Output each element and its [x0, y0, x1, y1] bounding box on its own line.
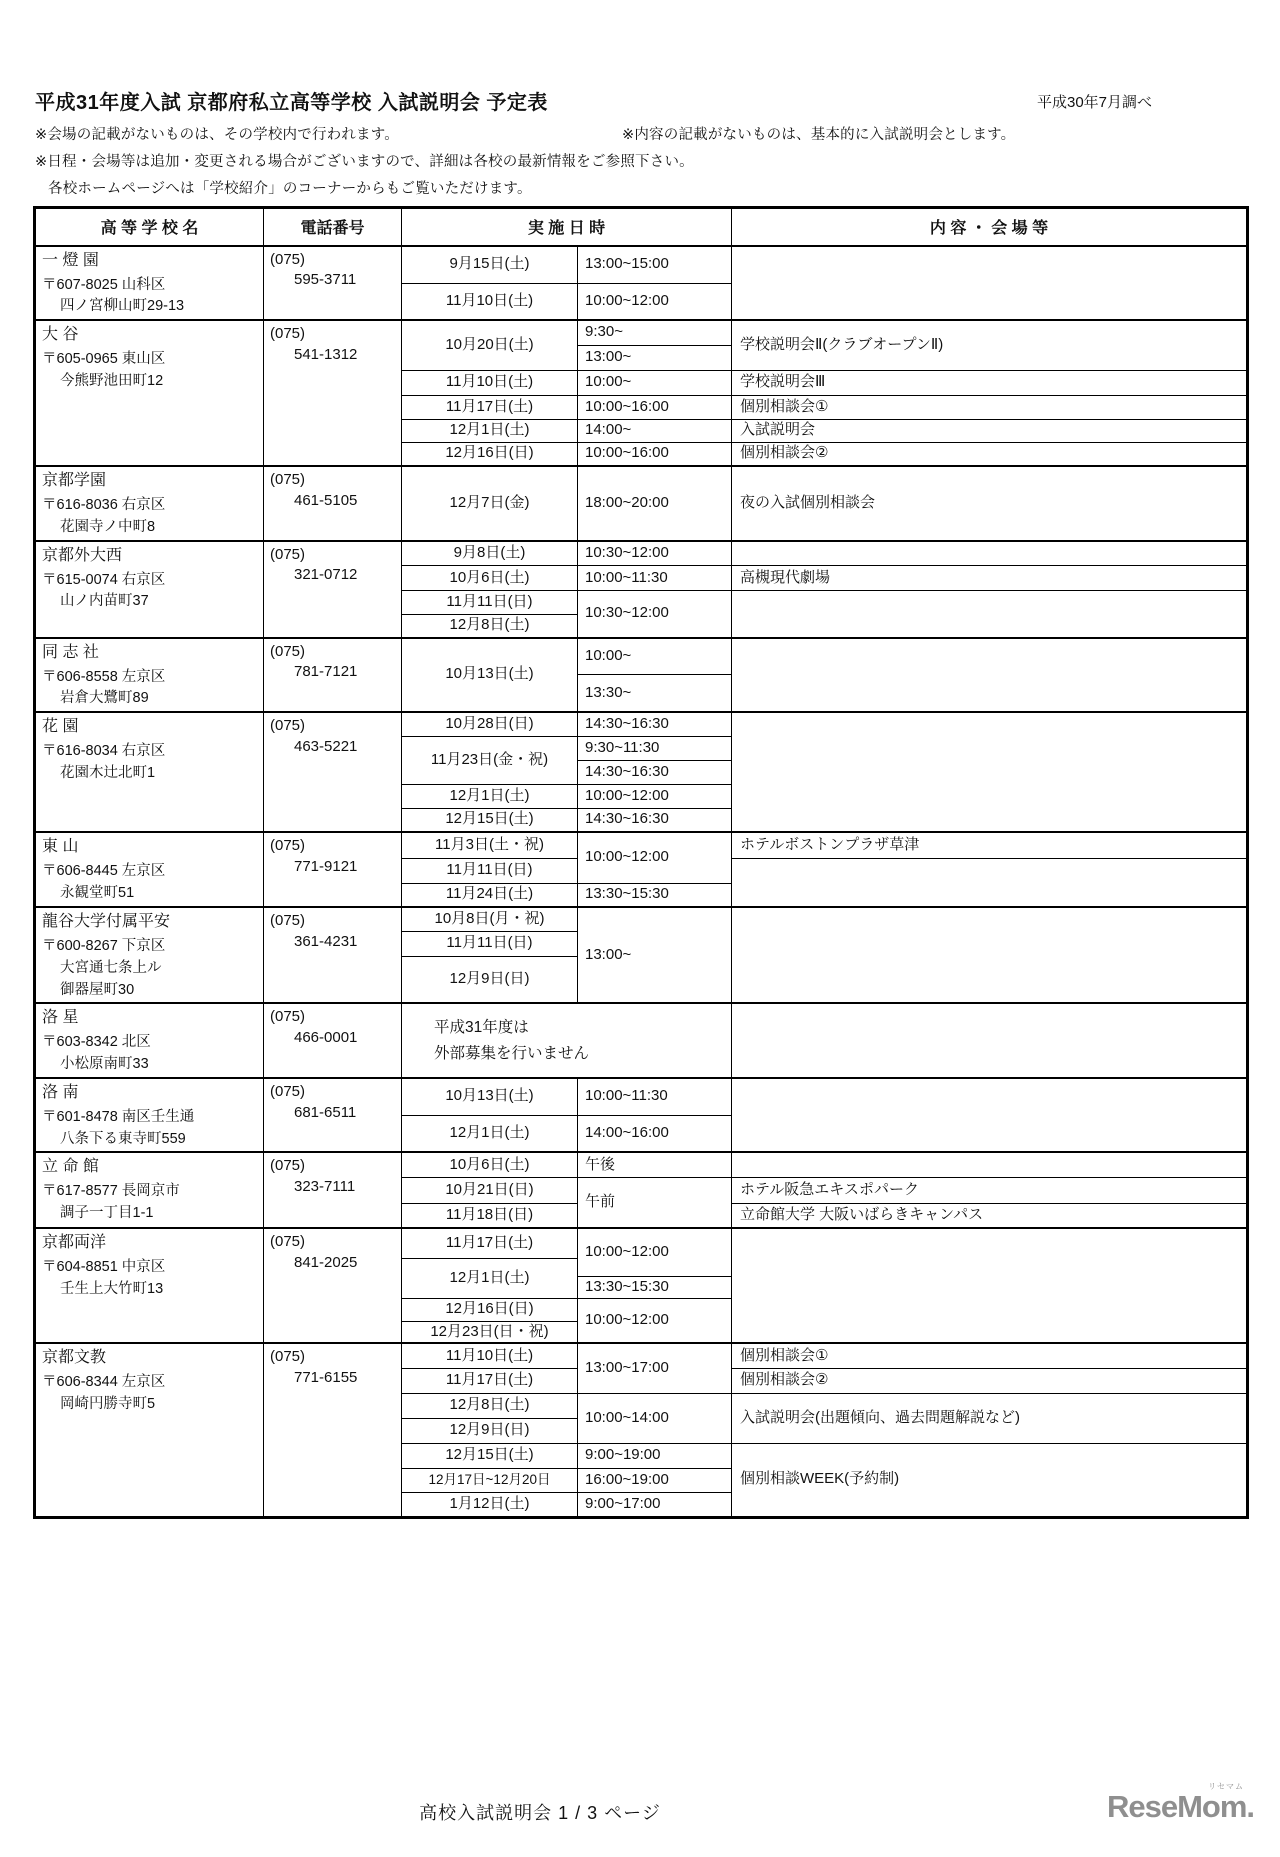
date-cell: 11月3日(土・祝) [402, 832, 578, 858]
time-cell: 午後 [578, 1152, 732, 1177]
time-cell: 10:00~12:00 [578, 283, 732, 320]
resemom-logo-text: ReseMom. [1106, 1789, 1254, 1824]
school-group-kyoto-gaidai-nishi [35, 541, 1248, 638]
survey-date: 平成30年7月調べ [1037, 94, 1153, 111]
content-cell: 学校説明会Ⅲ [732, 370, 1248, 395]
content-cell-empty [732, 1078, 1248, 1153]
content-cell-empty [732, 1152, 1248, 1177]
school-phone-cell [264, 907, 402, 1003]
school-name-cell [35, 320, 264, 466]
school-street-line: 大宮通七条上ル [60, 959, 162, 976]
date-cell: 9月8日(土) [402, 541, 578, 566]
time-cell: 10:00~11:30 [578, 566, 732, 591]
table-row [35, 320, 1248, 345]
school-name-cell [35, 1228, 264, 1343]
school-phone-cell [264, 638, 402, 713]
phone-number: 361-4231 [294, 932, 358, 950]
page-title: 平成31年度入試 京都府私立高等学校 入試説明会 予定表 [35, 92, 548, 114]
content-cell: 入試説明会 [732, 419, 1248, 442]
time-cell: 14:00~16:00 [578, 1115, 732, 1152]
date-cell: 11月17日(土) [402, 1228, 578, 1258]
school-group-kyoto-ryoyo [35, 1228, 1248, 1343]
time-cell: 13:30~15:30 [578, 883, 732, 907]
phone-area-code: (075) [270, 325, 306, 342]
school-name-cell [35, 1152, 264, 1228]
time-cell: 13:30~ [578, 675, 732, 712]
school-phone-cell [264, 712, 402, 832]
date-cell: 11月17日(土) [402, 395, 578, 419]
table-row [35, 1343, 1248, 1368]
school-phone-cell [264, 541, 402, 638]
school-name-cell [35, 246, 264, 321]
time-cell: 9:30~11:30 [578, 736, 732, 760]
content-cell: 個別相談会① [732, 395, 1248, 419]
content-cell: 個別相談会② [732, 1368, 1248, 1393]
date-cell: 12月8日(土) [402, 1393, 578, 1418]
date-cell: 12月9日(日) [402, 956, 578, 1003]
school-name: 洛 南 [42, 1083, 79, 1101]
school-street-line: 八条下る東寺町559 [60, 1130, 186, 1147]
school-name-cell [35, 466, 264, 541]
school-postal-line: 〒617-8577 長岡京市 [42, 1183, 180, 1200]
date-cell: 11月17日(土) [402, 1368, 578, 1393]
content-cell: 個別相談会② [732, 442, 1248, 466]
time-cell: 9:30~ [578, 320, 732, 345]
header-datetime: 実 施 日 時 [402, 208, 732, 246]
school-group-higashiyama [35, 832, 1248, 907]
school-street-line: 岡崎円勝寺町5 [60, 1396, 156, 1412]
date-cell: 11月11日(日) [402, 932, 578, 957]
time-cell: 10:00~12:00 [578, 1228, 732, 1276]
header-phone: 電話番号 [264, 208, 402, 246]
school-postal-line: 〒606-8344 左京区 [42, 1374, 166, 1391]
phone-area-code: (075) [270, 1157, 306, 1175]
phone-area-code: (075) [270, 717, 306, 734]
school-phone-cell [264, 246, 402, 321]
table-row [35, 1078, 1248, 1115]
date-cell: 9月15日(土) [402, 246, 578, 284]
school-group-ritsumeikan [35, 1152, 1248, 1228]
school-street-line: 山ノ内苗町37 [60, 593, 149, 610]
school-phone-cell [264, 1343, 402, 1517]
table-row [35, 246, 1248, 284]
phone-number: 595-3711 [294, 271, 357, 289]
date-cell: 12月8日(土) [402, 615, 578, 638]
date-cell: 10月6日(土) [402, 1152, 578, 1177]
school-name: 大 谷 [42, 326, 79, 343]
school-name-cell [35, 1003, 264, 1078]
school-group-rakunan [35, 1078, 1248, 1153]
content-cell: 個別相談会① [732, 1343, 1248, 1368]
date-cell: 10月20日(土) [402, 320, 578, 370]
school-phone-cell [264, 1152, 402, 1228]
school-postal-line: 〒600-8267 下京区 [42, 938, 166, 954]
school-group-kyoto-gakuen [35, 466, 1248, 541]
date-cell: 12月1日(土) [402, 784, 578, 808]
phone-number: 841-2025 [294, 1254, 358, 1271]
school-street-line: 花園木辻北町1 [60, 764, 156, 781]
content-cell-empty [732, 541, 1248, 566]
school-phone-cell [264, 832, 402, 907]
resemom-logo [1107, 1783, 1254, 1822]
school-phone-cell [264, 1078, 402, 1153]
time-cell: 13:00~ [578, 345, 732, 370]
time-cell: 16:00~19:00 [578, 1468, 732, 1492]
time-cell: 14:00~ [578, 419, 732, 442]
school-name-cell [35, 712, 264, 832]
time-cell: 10:30~12:00 [578, 541, 732, 566]
table-header-row [35, 208, 1248, 246]
time-cell: 14:30~16:30 [578, 808, 732, 832]
content-cell: ホテルボストンプラザ草津 [732, 832, 1248, 858]
note-schedule-change: ※日程・会場等は追加・変更される場合がございますので、詳細は各校の最新情報をご参照下さい。 [35, 154, 694, 170]
phone-area-code: (075) [270, 642, 306, 660]
phone-area-code: (075) [270, 250, 306, 268]
school-name: 京都文教 [42, 1349, 107, 1367]
school-group-otani [35, 320, 1248, 466]
school-name-cell [35, 541, 264, 638]
phone-number: 681-6511 [294, 1103, 357, 1121]
school-group-rakusei [35, 1003, 1248, 1078]
time-cell: 午前 [578, 1177, 732, 1228]
phone-number: 771-6155 [294, 1369, 358, 1386]
time-cell: 10:00~11:30 [578, 1078, 732, 1115]
school-name: 東 山 [42, 838, 79, 855]
table-row [35, 1152, 1248, 1177]
date-cell: 11月11日(日) [402, 591, 578, 615]
date-cell: 11月18日(日) [402, 1203, 578, 1228]
no-recruitment-notice [402, 1003, 732, 1078]
table-row [35, 1003, 1248, 1078]
time-cell: 10:00~14:00 [578, 1393, 732, 1443]
phone-number: 463-5221 [294, 737, 358, 755]
date-cell: 10月8日(月・祝) [402, 907, 578, 932]
school-name-cell [35, 1343, 264, 1517]
phone-area-code: (075) [270, 545, 306, 563]
school-phone-cell [264, 1228, 402, 1343]
time-cell: 10:00~12:00 [578, 832, 732, 883]
resemom-logo-ruby: リセマム [1208, 1782, 1244, 1791]
time-cell: 10:00~16:00 [578, 442, 732, 466]
school-name-cell [35, 907, 264, 1003]
time-cell: 9:00~17:00 [578, 1492, 732, 1517]
phone-number: 771-9121 [294, 857, 358, 875]
school-postal-line: 〒601-8478 南区壬生通 [42, 1108, 195, 1125]
time-cell: 13:30~15:30 [578, 1276, 732, 1298]
content-cell: 高槻現代劇場 [732, 566, 1248, 591]
table-row [35, 1228, 1248, 1258]
schedule-table [33, 206, 1249, 1519]
school-postal-line: 〒616-8034 右京区 [42, 743, 166, 759]
date-cell: 12月9日(日) [402, 1418, 578, 1443]
date-cell: 11月23日(金・祝) [402, 736, 578, 784]
phone-area-code: (075) [270, 1082, 306, 1100]
school-street-line: 壬生上大竹町13 [60, 1281, 164, 1297]
date-cell: 12月7日(金) [402, 466, 578, 541]
school-phone-cell [264, 466, 402, 541]
time-cell: 13:00~ [578, 907, 732, 1003]
table-row [35, 466, 1248, 541]
school-name: 洛 星 [42, 1009, 79, 1027]
time-cell: 10:00~ [578, 638, 732, 675]
time-cell: 13:00~17:00 [578, 1343, 732, 1393]
date-cell: 12月17日~12月20日 [402, 1468, 578, 1492]
table-row [35, 907, 1248, 932]
phone-area-code: (075) [270, 1008, 306, 1026]
phone-number: 323-7111 [294, 1178, 356, 1195]
date-cell: 11月10日(土) [402, 370, 578, 395]
date-cell: 11月24日(土) [402, 883, 578, 907]
school-name: 立 命 館 [42, 1158, 99, 1176]
content-cell-empty [732, 638, 1248, 713]
school-group-kyoto-bunkyo [35, 1343, 1248, 1517]
school-postal-line: 〒616-8036 右京区 [42, 497, 166, 513]
school-phone-cell [264, 1003, 402, 1078]
time-cell: 14:30~16:30 [578, 760, 732, 784]
notice-line1: 平成31年度は [434, 1018, 529, 1036]
content-cell-empty [732, 246, 1248, 321]
phone-number: 466-0001 [294, 1029, 358, 1046]
time-cell: 14:30~16:30 [578, 712, 732, 736]
date-cell: 12月1日(土) [402, 419, 578, 442]
phone-number: 541-1312 [294, 345, 358, 363]
date-cell: 12月15日(土) [402, 1443, 578, 1468]
table-row [35, 541, 1248, 566]
content-cell-empty [732, 1228, 1248, 1343]
header-content-venue: 内 容 ・ 会 場 等 [732, 208, 1248, 246]
content-cell-empty [732, 712, 1248, 832]
table-header [35, 208, 1248, 246]
date-cell: 10月6日(土) [402, 566, 578, 591]
school-street-line: 今熊野池田町12 [60, 372, 164, 389]
school-postal-line: 〒607-8025 山科区 [42, 276, 166, 293]
time-cell: 10:00~12:00 [578, 1298, 732, 1343]
school-name-cell [35, 832, 264, 907]
phone-area-code: (075) [270, 1233, 306, 1251]
date-cell: 1月12日(土) [402, 1492, 578, 1517]
school-postal-line: 〒605-0965 東山区 [42, 351, 166, 367]
school-name-cell [35, 638, 264, 713]
note-content: ※内容の記載がないものは、基本的に入試説明会とします。 [622, 127, 1016, 143]
school-street-line: 永観堂町51 [60, 884, 135, 901]
date-cell: 11月11日(日) [402, 858, 578, 883]
date-cell: 12月16日(日) [402, 1298, 578, 1321]
school-street-line: 四ノ宮柳山町29-13 [60, 298, 185, 315]
school-postal-line: 〒615-0074 右京区 [42, 571, 166, 588]
table-row [35, 832, 1248, 858]
school-postal-line: 〒603-8342 北区 [42, 1034, 151, 1051]
time-cell: 18:00~20:00 [578, 466, 732, 541]
phone-area-code: (075) [270, 471, 306, 488]
school-group-hanazono [35, 712, 1248, 832]
school-name: 同 志 社 [42, 643, 99, 661]
phone-number: 781-7121 [294, 663, 358, 681]
school-street-line: 調子一丁目1-1 [60, 1205, 154, 1221]
date-cell: 10月21日(日) [402, 1177, 578, 1203]
notice-line2: 外部募集を行いません [434, 1044, 590, 1062]
school-name: 花 園 [42, 718, 79, 735]
time-cell: 10:00~ [578, 370, 732, 395]
content-cell: ホテル阪急エキスポパーク [732, 1177, 1248, 1203]
school-name: 京都外大西 [42, 546, 123, 564]
content-cell-empty [732, 1003, 1248, 1078]
school-street-line: 岩倉大鷺町89 [60, 690, 149, 707]
school-street-line: 小松原南町33 [60, 1056, 149, 1072]
phone-area-code: (075) [270, 837, 306, 854]
date-cell: 11月10日(土) [402, 1343, 578, 1368]
content-cell-empty [732, 591, 1248, 638]
time-cell: 10:00~16:00 [578, 395, 732, 419]
phone-number: 321-0712 [294, 566, 358, 584]
school-group-doshisha [35, 638, 1248, 713]
time-cell: 10:00~12:00 [578, 784, 732, 808]
date-cell: 12月23日(日・祝) [402, 1321, 578, 1343]
school-name: 龍谷大学付属平安 [42, 913, 171, 930]
note-venue: ※会場の記載がないものは、その学校内で行われます。 [35, 127, 399, 143]
content-cell: 立命館大学 大阪いばらきキャンパス [732, 1203, 1248, 1228]
footer-page-label: 高校入試説明会 1 / 3 ページ [419, 1803, 661, 1823]
school-group-ittoen [35, 246, 1248, 321]
table-row [35, 712, 1248, 736]
time-cell: 9:00~19:00 [578, 1443, 732, 1468]
school-street-line2: 御器屋町30 [60, 981, 135, 998]
content-cell-empty [732, 907, 1248, 1003]
school-name: 一 燈 園 [42, 251, 99, 269]
note-homepage: 各校ホームページへは「学校紹介」のコーナーからもご覧いただけます。 [48, 181, 532, 197]
content-cell: 入試説明会(出題傾向、過去問題解説など) [732, 1393, 1248, 1443]
date-cell: 10月13日(土) [402, 1078, 578, 1115]
time-cell: 10:30~12:00 [578, 591, 732, 638]
content-cell: 個別相談WEEK(予約制) [732, 1443, 1248, 1517]
school-name: 京都学園 [42, 472, 107, 489]
school-postal-line: 〒606-8445 左京区 [42, 863, 166, 879]
phone-area-code: (075) [270, 1348, 306, 1366]
date-cell: 12月1日(土) [402, 1115, 578, 1152]
time-cell: 13:00~15:00 [578, 246, 732, 284]
content-cell-empty [732, 858, 1248, 907]
school-postal-line: 〒606-8558 左京区 [42, 668, 166, 685]
content-cell: 学校説明会Ⅱ(クラブオープンⅡ) [732, 320, 1248, 370]
phone-number: 461-5105 [294, 491, 358, 509]
school-phone-cell [264, 320, 402, 466]
date-cell: 12月16日(日) [402, 442, 578, 466]
content-cell: 夜の入試個別相談会 [732, 466, 1248, 541]
date-cell: 11月10日(土) [402, 283, 578, 320]
date-cell: 10月13日(土) [402, 638, 578, 713]
table-row [35, 638, 1248, 675]
date-cell: 12月1日(土) [402, 1258, 578, 1298]
date-cell: 12月15日(土) [402, 808, 578, 832]
school-name: 京都両洋 [42, 1234, 107, 1252]
school-postal-line: 〒604-8851 中京区 [42, 1259, 166, 1276]
school-street-line: 花園寺ノ中町8 [60, 518, 156, 535]
phone-area-code: (075) [270, 912, 306, 929]
school-name-cell [35, 1078, 264, 1153]
header-school-name: 高 等 学 校 名 [35, 208, 264, 246]
date-cell: 10月28日(日) [402, 712, 578, 736]
school-group-ryukoku-heian [35, 907, 1248, 1003]
